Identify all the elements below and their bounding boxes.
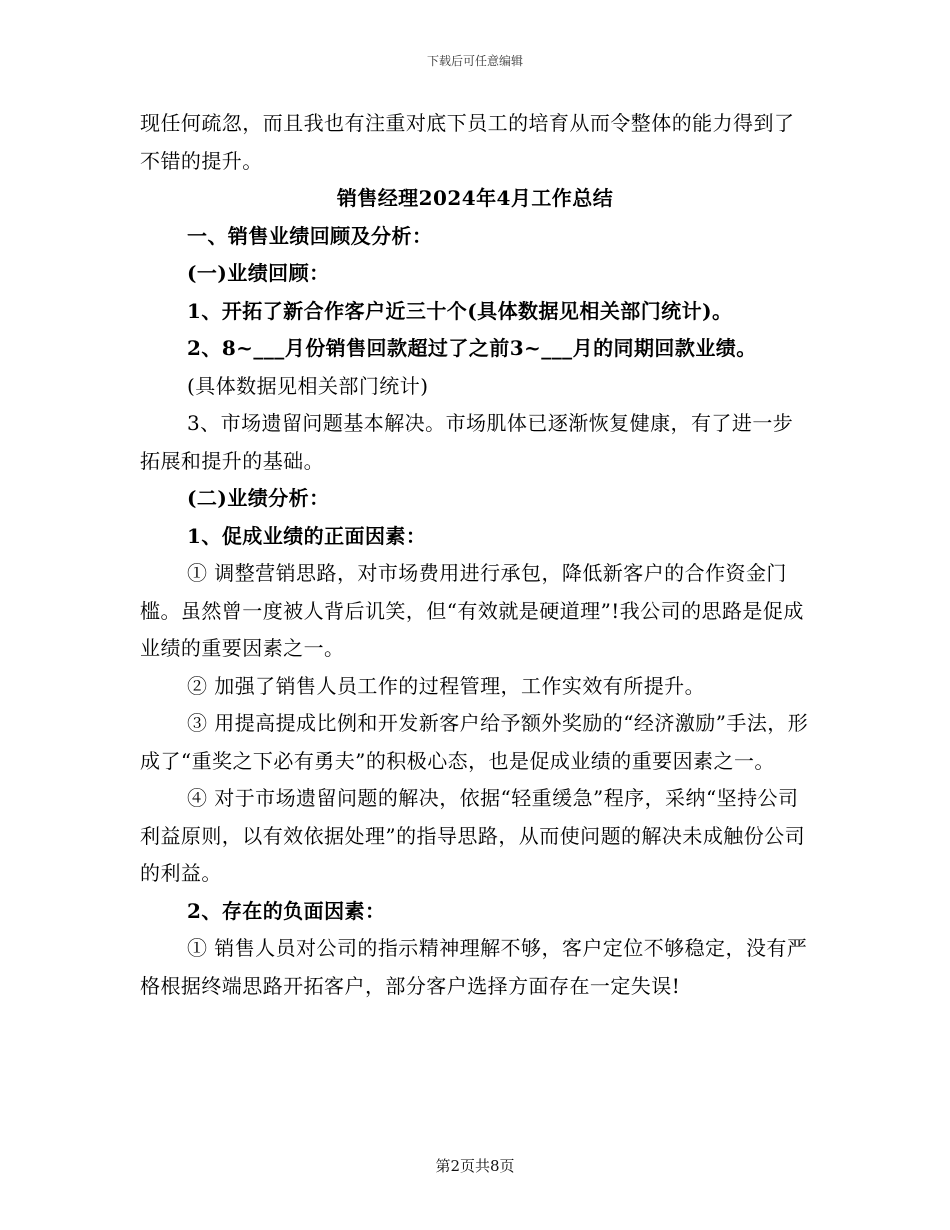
review-item-new-clients: 1、开拓了新合作客户近三十个(具体数据见相关部门统计)。	[187, 298, 733, 323]
negative-factors-heading: 2、存在的负面因素：	[187, 898, 386, 923]
positive-factor-1: ① 调整营销思路，对市场费用进行承包，降低新客户的合作资金门槛。虽然曾一度被人背后讥笑，但“有效就是硬道理”!我公司的思路是促成业绩的重要因素之一。	[140, 561, 804, 660]
positive-factor-2: ② 加强了销售人员工作的过程管理，工作实效有所提升。	[187, 673, 706, 698]
document-body	[140, 105, 810, 1005]
positive-factors-heading: 1、促成业绩的正面因素：	[187, 523, 427, 548]
review-item-note: (具体数据见相关部门统计)	[187, 373, 429, 398]
review-item-payment-collection: 2、8~___月份销售回款超过了之前3~___月的同期回款业绩。	[187, 336, 757, 360]
page-header-note: 下载后可任意编辑	[426, 54, 523, 68]
review-item-legacy-issues: 3、市场遗留问题基本解决。市场肌体已逐渐恢复健康，有了进一步拓展和提升的基础。	[140, 411, 794, 473]
positive-factor-4: ④ 对于市场遗留问题的解决，依据“轻重缓急”程序，采纳“坚持公司利益原则，以有效依据处理”的指导思路，从而使问题的解决未成触份公司的利益。	[140, 786, 806, 885]
page-number-footer: 第2页共8页	[435, 1157, 515, 1175]
negative-factor-1: ① 销售人员对公司的指示精神理解不够，客户定位不够稳定，没有严格根据终端思路开拓客户，部分客户选择方面存在一定失误!	[140, 936, 808, 998]
continuation-paragraph: 现任何疏忽，而且我也有注重对底下员工的培育从而令整体的能力得到了不错的提升。	[140, 111, 795, 173]
subsection-heading-performance-analysis: (二)业绩分析：	[187, 486, 330, 510]
section-heading-sales-review: 一、销售业绩回顾及分析：	[187, 223, 433, 248]
document-title: 销售经理2024年4月工作总结	[336, 186, 614, 210]
subsection-heading-performance-review: (一)业绩回顾：	[187, 261, 330, 285]
positive-factor-3: ③ 用提高提成比例和开发新客户给予额外奖励的“经济激励”手法，形成了“重奖之下必有勇夫”的积极心态，也是促成业绩的重要因素之一。	[140, 711, 809, 773]
